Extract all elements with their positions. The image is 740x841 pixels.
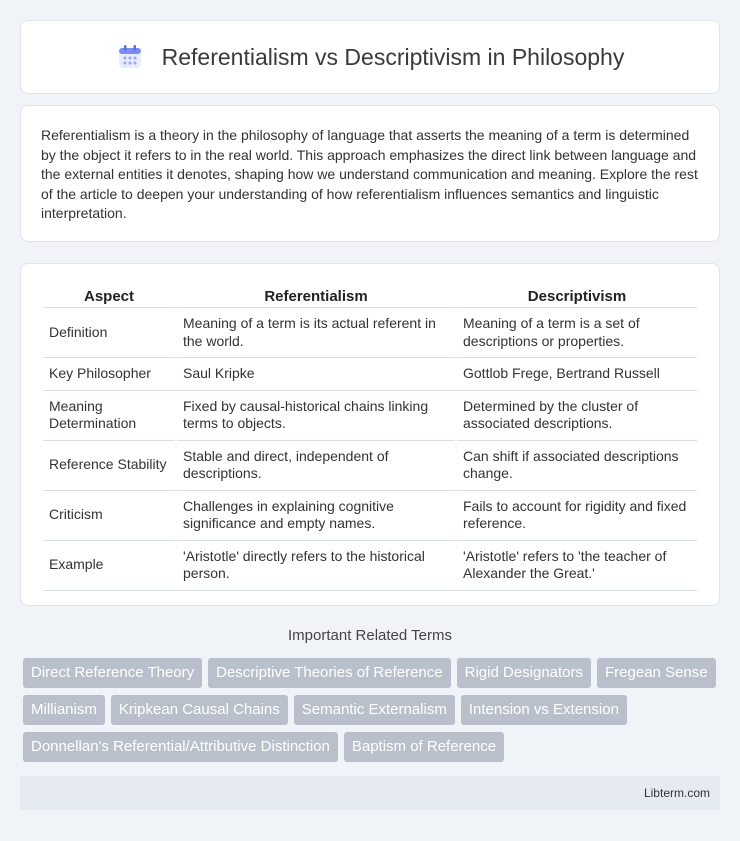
cell-descriptivism: Can shift if associated descriptions change. [457,441,697,491]
related-term-tag[interactable]: Semantic Externalism [294,695,455,725]
cell-aspect: Meaning Determination [43,391,175,441]
comparison-table [41,286,699,591]
table-row [43,441,697,491]
cell-referentialism: Challenges in explaining cognitive significance and empty names. [177,491,455,541]
cell-descriptivism: Determined by the cluster of associated descriptions. [457,391,697,441]
related-term-tag[interactable]: Direct Reference Theory [23,658,202,688]
cell-aspect: Reference Stability [43,441,175,491]
related-term-tag[interactable]: Fregean Sense [597,658,716,688]
cell-descriptivism: Fails to account for rigidity and fixed reference. [457,491,697,541]
cell-aspect: Definition [43,308,175,358]
table-row [43,308,697,358]
table-header-row [43,286,697,308]
footer-brand[interactable]: Libterm.com [643,786,710,800]
cell-descriptivism: Gottlob Frege, Bertrand Russell [457,358,697,391]
cell-descriptivism: Meaning of a term is a set of descriptions or properties. [457,308,697,358]
footer [20,776,720,810]
intro-text: Referentialism is a theory in the philosophy of language that asserts the meaning of a term is determined by the object it refers to in the real world. This approach emphasizes the direct link between language and the external entities it denotes, shaping how we understand communication and meaning. Explore the rest of the article to deepen your understanding of how referentialism influences semantics and linguistic interpretation. [41,127,698,221]
related-term-tag[interactable]: Baptism of Reference [344,732,504,762]
table-row [43,358,697,391]
related-term-tag[interactable]: Kripkean Causal Chains [111,695,288,725]
cell-referentialism: Stable and direct, independent of descriptions. [177,441,455,491]
related-term-tag[interactable]: Donnellan's Referential/Attributive Distinction [23,732,338,762]
cell-referentialism: Meaning of a term is its actual referent in the world. [177,308,455,358]
comparison-card [20,263,720,606]
table-row [43,491,697,541]
calendar-icon [116,43,144,71]
header-descriptivism: Descriptivism [457,286,697,308]
table-row [43,391,697,441]
header-referentialism: Referentialism [177,286,455,308]
related-term-tag[interactable]: Rigid Designators [457,658,591,688]
cell-referentialism: Fixed by causal-historical chains linking terms to objects. [177,391,455,441]
cell-aspect: Key Philosopher [43,358,175,391]
cell-aspect: Example [43,541,175,591]
page-title: Referentialism vs Descriptivism in Philosophy [161,43,625,70]
cell-referentialism: Saul Kripke [177,358,455,391]
related-terms-title: Important Related Terms [288,627,452,644]
cell-descriptivism: 'Aristotle' refers to 'the teacher of Alexander the Great.' [457,541,697,591]
cell-referentialism: 'Aristotle' directly refers to the historical person. [177,541,455,591]
cell-aspect: Criticism [43,491,175,541]
intro-card [20,105,720,242]
header-aspect: Aspect [43,286,175,308]
related-term-tag[interactable]: Descriptive Theories of Reference [208,658,451,688]
table-row [43,541,697,591]
related-term-tag[interactable]: Millianism [23,695,105,725]
title-card [20,20,720,94]
related-terms-list [20,658,720,762]
related-term-tag[interactable]: Intension vs Extension [461,695,627,725]
